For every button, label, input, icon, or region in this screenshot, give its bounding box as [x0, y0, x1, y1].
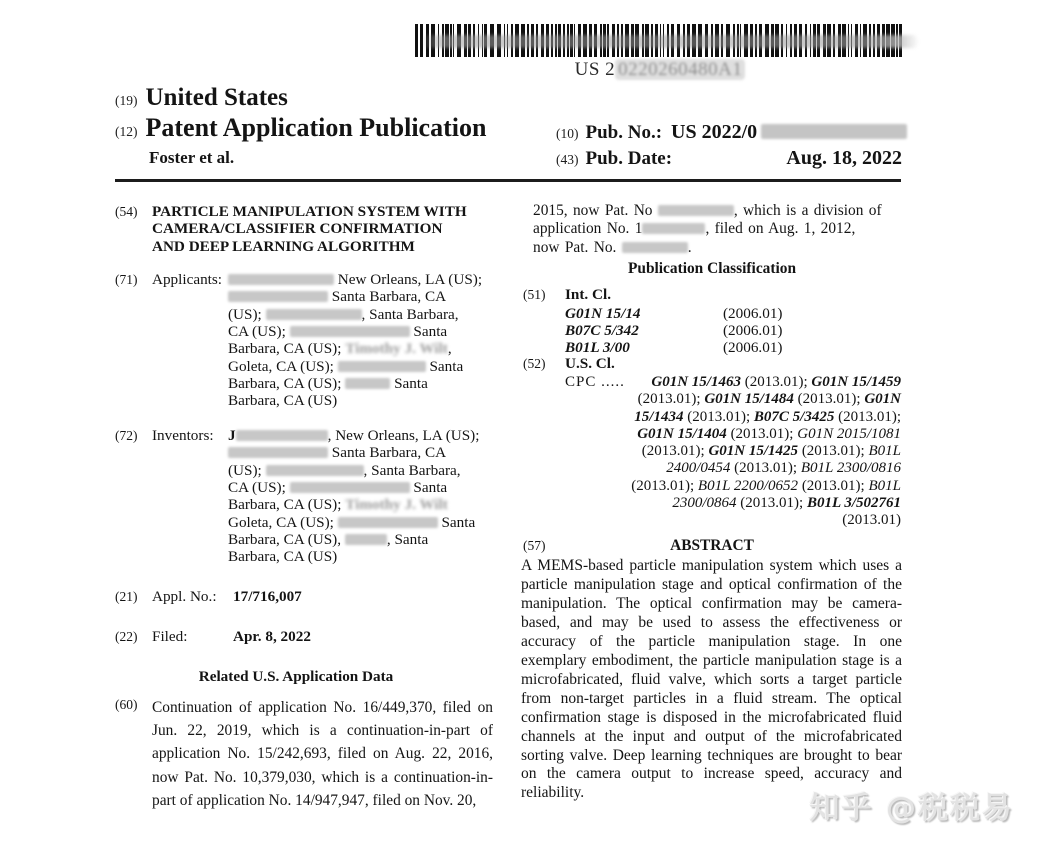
pub-no-label: Pub. No.: [585, 122, 663, 143]
text-segment: , filed on Aug. 1, 2012, [705, 220, 856, 238]
cpc-line [565, 495, 901, 512]
int-cl-code: B01L 3/00 [565, 339, 630, 357]
redaction-box [228, 447, 328, 458]
classification-code: B01L 3/502761 [806, 494, 901, 511]
cpc-line [565, 478, 901, 495]
text-segment: , Santa Barbara, [363, 461, 461, 479]
barcode [415, 24, 905, 82]
redacted-ghost-text: Timothy J. Wilt [345, 496, 448, 514]
publication-type: Patent Application Publication [145, 113, 487, 142]
text-segment: Santa [437, 513, 476, 531]
classification-code: 2300/0864 [672, 494, 737, 511]
redaction-box [622, 242, 688, 253]
classification-code: B01L [868, 443, 901, 459]
int-cl-code: G01N 15/14 [565, 305, 641, 322]
classification-code: B07C 5/3425 [753, 408, 835, 425]
cpc-line [565, 460, 901, 477]
barcode-number [415, 59, 905, 81]
ref-54: (54) [115, 204, 138, 219]
text-segment: Santa [390, 375, 428, 393]
text-segment: Santa [425, 357, 464, 375]
appl-no-label: Appl. No.: [152, 588, 217, 605]
text-segment: (US); [228, 461, 266, 479]
ref-19: (19) [115, 93, 138, 108]
abstract-text: A MEMS-based particle manipulation system which uses a particle manipulation stage and optical confirmation of the manipulation. The optical confirmation may be camera-based, and may be used to assess the effectiveness or accuracy of the particle manipulation stage. In one exemplary embodiment, the particle manipulation stage is a microfabricated, fluid valve, which sorts a target particle from non-target particles in a fluid stream. The optical confirmation stage is disposed in the microfabricated fluid channels at the input and output of the microfabricated sorting valve. Deep learning techniques are brought to bear on the camera output to increase speed, accuracy and reliability. [521, 557, 902, 802]
ref-57: (57) [523, 538, 546, 553]
classification-code: 15/1434 [634, 408, 684, 425]
inventor-line [228, 462, 496, 479]
pub-date-label-group [556, 148, 672, 170]
text-segment: (2013.01); [793, 391, 865, 408]
ref-71: (71) [115, 272, 138, 287]
cpc-codes [651, 374, 901, 391]
continuation-text [533, 202, 901, 257]
text-segment: , New Orleans, LA (US); [327, 427, 480, 444]
text-segment: (2013.01); [730, 460, 801, 477]
cpc-dots: ..... [601, 374, 625, 390]
applicant-line [228, 392, 496, 409]
redaction-box [345, 534, 387, 545]
inventor-line [228, 548, 496, 565]
text-segment: now Pat. No. [533, 238, 622, 256]
filed-row [115, 628, 311, 646]
classification-code: G01N 2015/1081 [797, 425, 901, 442]
text-segment: Barbara, CA (US); [228, 340, 346, 358]
int-cl-version: (2006.01) [723, 322, 783, 340]
pub-no-line [556, 121, 902, 144]
text-segment: (2013.01) [842, 512, 901, 528]
pub-no-value: US 2022/0 [671, 121, 758, 143]
invention-title [152, 203, 492, 255]
continuation-line [533, 220, 901, 238]
redaction-box [642, 223, 705, 234]
int-cl-code: B07C 5/342 [565, 322, 639, 340]
int-cl-label: Int. Cl. [565, 286, 611, 303]
cpc-line [565, 512, 901, 529]
text-segment: Goleta, CA (US); [228, 357, 338, 375]
ref-12: (12) [115, 124, 138, 139]
inventor-line [228, 531, 496, 548]
applicant-line [228, 323, 496, 340]
ref-10: (10) [556, 126, 579, 141]
text-segment: (2013.01); [736, 494, 807, 511]
pub-date-line [556, 147, 902, 170]
cpc-list [565, 374, 901, 529]
redaction-box [290, 482, 410, 493]
text-segment: Goleta, CA (US); [228, 513, 338, 531]
int-cl-version: (2006.01) [723, 305, 783, 322]
us-cl-section [523, 355, 901, 529]
text-segment: (2013.01); [740, 374, 812, 390]
applicant-line [228, 306, 496, 323]
inventor-line [228, 514, 496, 531]
barcode-number-visible: US 2 [574, 59, 616, 80]
text-segment: Barbara, CA (US); [228, 496, 346, 514]
bold-segment: J [228, 427, 236, 444]
text-segment: CA (US); [228, 479, 290, 497]
watermark: 知乎 @税税易 [809, 791, 1014, 826]
inventor-line [228, 479, 496, 496]
barcode-number-ghost: 0220260480A1 [615, 59, 745, 80]
int-cl-entry [565, 322, 901, 339]
title-section [115, 203, 493, 255]
ref-21: (21) [115, 589, 138, 604]
header-divider [115, 179, 901, 182]
filed-label: Filed: [152, 628, 188, 645]
text-segment: (2013.01); [798, 443, 869, 459]
text-segment: (2013.01); [641, 443, 709, 459]
text-segment: (2013.01); [631, 477, 698, 494]
text-segment: 2015, now Pat. No [533, 202, 658, 219]
applicants-list [228, 271, 496, 410]
text-segment: (2013.01); [834, 408, 901, 425]
title-line: PARTICLE MANIPULATION SYSTEM WITH [152, 203, 467, 220]
text-segment: . [687, 238, 692, 256]
cpc-line [565, 426, 901, 443]
classification-code: G01N 15/1404 [637, 425, 727, 442]
cpc-line [565, 443, 901, 460]
abstract-heading: ABSTRACT [670, 537, 754, 554]
barcode-redaction-smear [421, 35, 919, 48]
text-segment: application No. 1 [533, 220, 643, 238]
classification-code: G01N [864, 391, 901, 408]
inventors-label: Inventors: [152, 427, 214, 444]
related-data-text: Continuation of application No. 16/449,370, filed on Jun. 22, 2019, which is a continuation-in-part of application No. 15/242,693, filed on Aug. 22, 2016, now Pat. No. 10,379,030, which is a continuation-in-part of application No. 14/947,947, filed on Nov. 20, [152, 699, 493, 809]
abstract-heading-row [523, 537, 901, 555]
continuation-line [533, 239, 901, 257]
text-segment: Santa Barbara, CA [328, 444, 447, 462]
text-segment: (2013.01); [798, 477, 869, 494]
redaction-box [228, 274, 334, 285]
classification-code: B01L 2200/0652 [697, 477, 799, 494]
inventor-line [228, 427, 496, 444]
country-name: United States [145, 84, 288, 111]
title-line: AND DEEP LEARNING ALGORITHM [152, 237, 415, 255]
ref-52: (52) [523, 356, 546, 371]
redaction-box [338, 361, 426, 372]
authors: Foster et al. [149, 148, 235, 167]
publication-type-line [115, 113, 486, 143]
country-line [115, 84, 288, 112]
text-segment: New Orleans, LA (US); [334, 271, 483, 288]
classification-code: 2400/0454 [666, 460, 731, 477]
int-cl-entry [565, 339, 901, 356]
text-segment: CA (US); [228, 323, 290, 341]
filed-value: Apr. 8, 2022 [233, 628, 311, 645]
text-segment: Santa [409, 479, 448, 497]
text-segment: Barbara, CA (US), [228, 531, 345, 549]
applicant-line [228, 288, 496, 305]
application-number-row [115, 588, 302, 606]
redaction-box [338, 517, 438, 528]
applicants-section [115, 271, 493, 410]
cpc-line [565, 409, 901, 426]
related-data-section [115, 696, 493, 812]
text-segment: (US); [228, 305, 266, 323]
ref-51: (51) [523, 287, 546, 302]
title-line: CAMERA/CLASSIFIER CONFIRMATION [152, 220, 443, 238]
text-segment: (2013.01); [683, 408, 754, 425]
redaction-box [236, 430, 328, 441]
redacted-ghost-text: Timothy J. Wilt [345, 340, 448, 358]
applicants-label: Applicants: [152, 271, 223, 288]
pub-no-redaction [761, 124, 907, 139]
classification-code: G01N 15/1463 [651, 374, 741, 390]
classification-code: G01N 15/1484 [704, 391, 794, 408]
applicant-line [228, 375, 496, 392]
int-cl-entry [565, 305, 901, 322]
related-data-heading: Related U.S. Application Data [198, 668, 394, 685]
cpc-word: CPC [565, 374, 597, 390]
redaction-box [266, 309, 362, 320]
text-segment: Barbara, CA (US) [228, 392, 338, 410]
redaction-box [266, 465, 364, 476]
ref-60: (60) [115, 697, 138, 712]
inventor-line [228, 496, 496, 513]
redaction-box [228, 291, 328, 302]
inventors-list [228, 427, 496, 566]
int-cl-version: (2006.01) [723, 339, 783, 357]
ref-22: (22) [115, 629, 138, 644]
inventors-section [115, 427, 493, 566]
cpc-line [565, 374, 901, 391]
cpc-label [565, 374, 625, 391]
inventor-line [228, 444, 496, 461]
text-segment: , which is a division of [733, 202, 882, 219]
text-segment: , [447, 340, 452, 358]
int-cl-section [523, 286, 901, 357]
us-cl-label: U.S. Cl. [565, 355, 615, 372]
cpc-line [565, 391, 901, 408]
classification-code: B01L [868, 477, 901, 494]
text-segment: Santa Barbara, CA [328, 288, 447, 306]
text-segment: , Santa Barbara, [361, 305, 459, 323]
text-segment: Barbara, CA (US); [228, 375, 346, 393]
ref-43: (43) [556, 152, 579, 167]
appl-no-value: 17/716,007 [233, 588, 302, 605]
text-segment: (2013.01); [726, 425, 798, 442]
pub-date-value: Aug. 18, 2022 [786, 147, 902, 169]
classification-code: B01L 2300/0816 [800, 460, 901, 477]
ref-72: (72) [115, 428, 138, 443]
applicant-line [228, 271, 496, 288]
classification-code: G01N 15/1425 [708, 443, 799, 459]
redaction-box [290, 326, 410, 337]
redaction-box [345, 378, 390, 389]
text-segment: Barbara, CA (US) [228, 548, 338, 566]
text-segment: , Santa [386, 531, 429, 549]
redaction-box [658, 205, 734, 216]
text-segment: (2013.01); [637, 391, 705, 408]
publication-classification-heading: Publication Classification [627, 260, 797, 277]
classification-code: G01N 15/1459 [811, 374, 901, 390]
applicant-line [228, 358, 496, 375]
continuation-line [533, 202, 901, 220]
text-segment: Santa [409, 323, 448, 341]
applicant-line [228, 340, 496, 357]
pub-date-label: Pub. Date: [585, 148, 673, 169]
